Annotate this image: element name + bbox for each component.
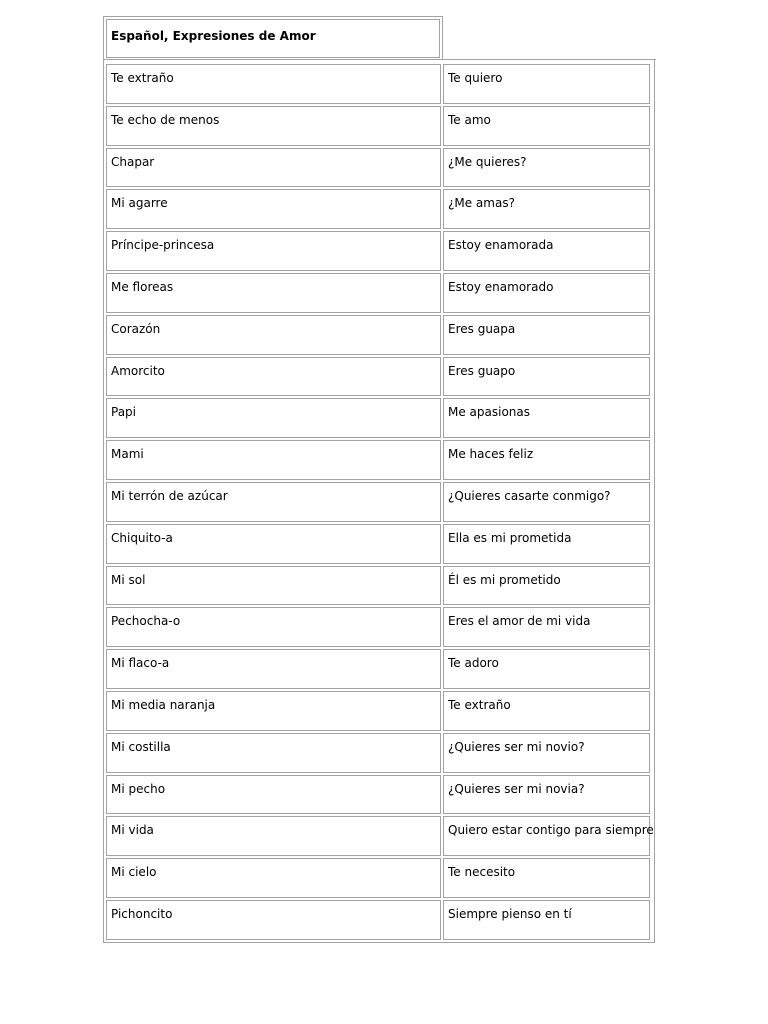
cell-text: Mi terrón de azúcar <box>111 488 228 503</box>
table-row <box>104 522 654 564</box>
table-row <box>104 564 654 606</box>
table-row <box>104 856 654 898</box>
cell-text: Mi flaco-a <box>111 656 170 671</box>
table-cell-expression <box>106 148 441 188</box>
table-row <box>104 313 654 355</box>
table-row <box>104 647 654 689</box>
table-title-row <box>103 16 443 60</box>
table-cell-expression <box>106 398 441 438</box>
table-cell-phrase <box>443 691 650 731</box>
cell-text: Estoy enamorada <box>448 238 554 253</box>
table-row <box>104 271 654 313</box>
cell-text: Mi media naranja <box>111 697 216 712</box>
table-cell-expression <box>106 440 441 480</box>
table-cell-phrase <box>443 649 650 689</box>
table-cell-expression <box>106 733 441 773</box>
cell-text: Te extraño <box>111 71 174 85</box>
table-body <box>103 60 655 943</box>
table-cell-expression <box>106 607 441 647</box>
table-cell-expression <box>106 64 441 104</box>
cell-text: Corazón <box>111 321 161 336</box>
cell-text: Siempre pienso en tí <box>448 906 572 921</box>
table-cell-expression <box>106 649 441 689</box>
table-row <box>104 62 654 104</box>
cell-text: Te quiero <box>448 71 503 85</box>
cell-text: ¿Me amas? <box>448 196 515 211</box>
cell-text: Eres el amor de mi vida <box>448 614 591 629</box>
table-cell-phrase <box>443 357 650 397</box>
cell-text: ¿Quieres ser mi novio? <box>448 739 585 754</box>
expressions-table <box>103 16 655 943</box>
table-cell-expression <box>106 775 441 815</box>
table-cell-expression <box>106 273 441 313</box>
table-row <box>104 689 654 731</box>
table-cell-expression <box>106 816 441 856</box>
cell-text: Mi agarre <box>111 196 168 211</box>
table-row <box>104 187 654 229</box>
table-row <box>104 605 654 647</box>
table-cell-expression <box>106 106 441 146</box>
table-cell-phrase <box>443 64 650 104</box>
cell-text: Mi vida <box>111 823 154 838</box>
cell-text: Mi cielo <box>111 865 157 880</box>
table-cell-phrase <box>443 189 650 229</box>
table-row <box>104 731 654 773</box>
cell-text: Pichoncito <box>111 906 173 921</box>
table-row <box>104 814 654 856</box>
table-cell-phrase <box>443 816 654 856</box>
table-cell-phrase <box>443 231 650 271</box>
cell-text: Mi costilla <box>111 739 171 754</box>
table-cell-phrase <box>443 106 650 146</box>
table-cell-phrase <box>443 482 650 522</box>
cell-text: ¿Quieres ser mi novia? <box>448 781 585 796</box>
table-cell-phrase <box>443 440 650 480</box>
table-cell-expression <box>106 691 441 731</box>
table-row <box>104 229 654 271</box>
table-cell-expression <box>106 482 441 522</box>
cell-text: ¿Me quieres? <box>448 154 527 169</box>
cell-text: Chapar <box>111 154 155 169</box>
table-row <box>104 396 654 438</box>
cell-text: Te amo <box>448 112 491 127</box>
cell-text: Mi sol <box>111 572 146 587</box>
cell-text: Príncipe-princesa <box>111 238 215 253</box>
cell-text: Me haces feliz <box>448 447 534 462</box>
cell-text: Quiero estar contigo para siempre <box>448 823 654 838</box>
table-row <box>104 898 654 940</box>
cell-text: ¿Quieres casarte conmigo? <box>448 488 611 503</box>
table-cell-phrase <box>443 775 650 815</box>
table-cell-expression <box>106 231 441 271</box>
cell-text: Ella es mi prometida <box>448 530 572 545</box>
table-cell-phrase <box>443 607 650 647</box>
cell-text: Eres guapo <box>448 363 516 378</box>
cell-text: Estoy enamorado <box>448 279 554 294</box>
table-cell-expression <box>106 900 441 940</box>
cell-text: Él es mi prometido <box>448 572 561 587</box>
table-cell-phrase <box>443 566 650 606</box>
cell-text: Te necesito <box>448 865 516 880</box>
cell-text: Me floreas <box>111 279 174 294</box>
table-cell-phrase <box>443 900 650 940</box>
cell-text: Mi pecho <box>111 781 166 796</box>
cell-text: Te adoro <box>448 656 499 671</box>
table-cell-phrase <box>443 524 650 564</box>
table-rows <box>104 60 654 942</box>
table-cell-expression <box>106 566 441 606</box>
cell-text: Chiquito-a <box>111 530 173 545</box>
cell-text: Papi <box>111 405 137 420</box>
table-row <box>104 438 654 480</box>
table-cell-expression <box>106 524 441 564</box>
table-cell-expression <box>106 315 441 355</box>
table-row <box>104 480 654 522</box>
cell-text: Pechocha-o <box>111 614 181 629</box>
cell-text: Te extraño <box>448 697 511 712</box>
cell-text: Eres guapa <box>448 321 516 336</box>
cell-text: Te echo de menos <box>111 112 220 127</box>
table-title: Español, Expresiones de Amor <box>111 29 316 43</box>
table-cell-expression <box>106 357 441 397</box>
cell-text: Mami <box>111 447 144 462</box>
table-title-cell <box>106 19 440 58</box>
table-cell-phrase <box>443 148 650 188</box>
table-row <box>104 355 654 397</box>
table-row <box>104 146 654 188</box>
table-cell-phrase <box>443 733 650 773</box>
table-cell-phrase <box>443 315 650 355</box>
cell-text: Amorcito <box>111 363 165 378</box>
table-cell-phrase <box>443 398 650 438</box>
table-cell-phrase <box>443 273 650 313</box>
table-row <box>104 773 654 815</box>
table-row <box>104 104 654 146</box>
table-cell-expression <box>106 189 441 229</box>
cell-text: Me apasionas <box>448 405 531 420</box>
table-cell-phrase <box>443 858 650 898</box>
table-cell-expression <box>106 858 441 898</box>
